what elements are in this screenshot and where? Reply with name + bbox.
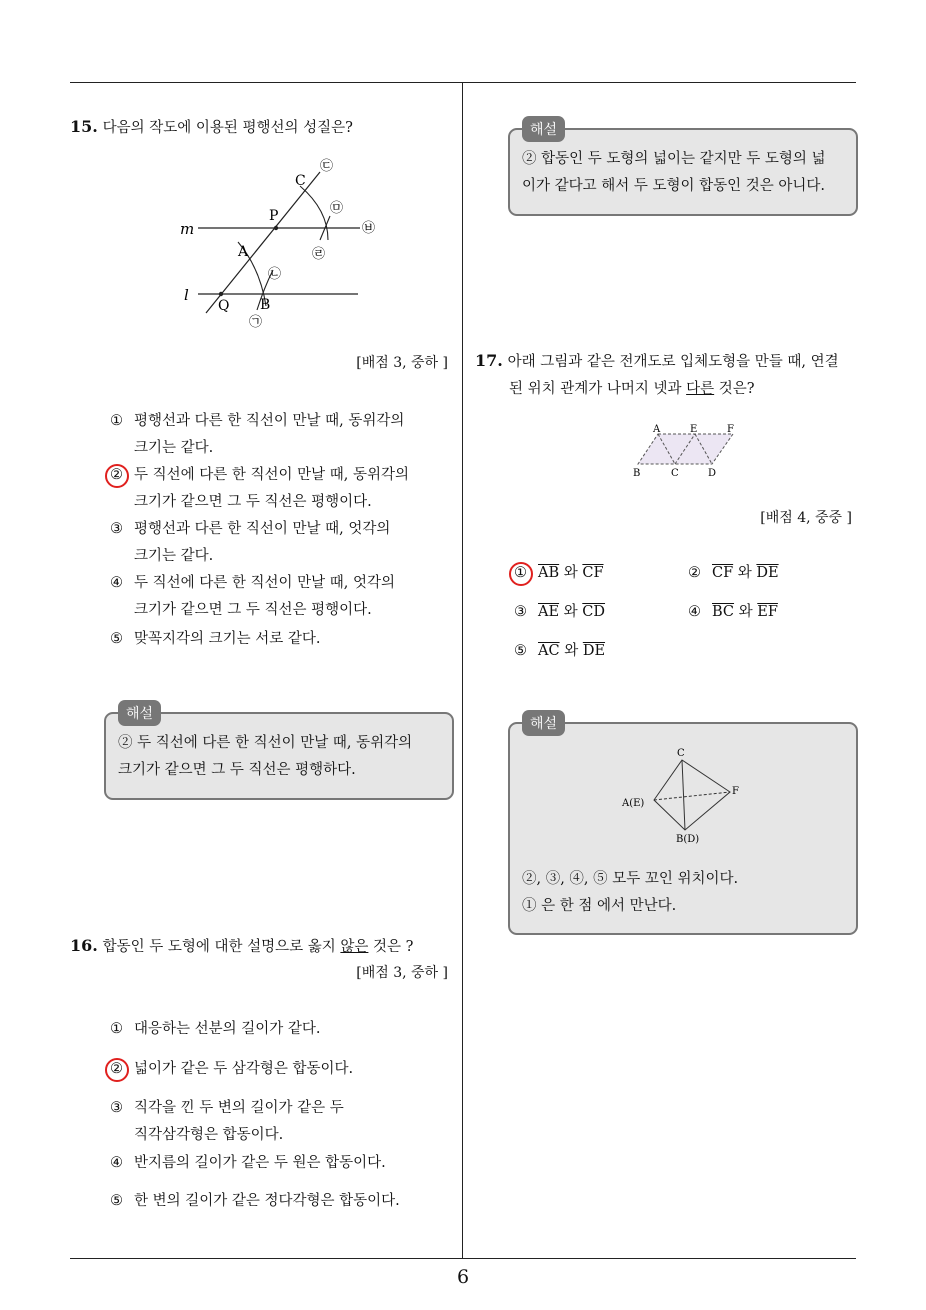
label-k6: ㉥ (362, 221, 376, 236)
explanation-tag: 해설 (118, 700, 161, 726)
choice-line1: 두 직선에 다른 한 직선이 만날 때, 엇각의 (134, 575, 395, 591)
label-c: C (295, 173, 306, 189)
label-q: Q (218, 298, 230, 314)
solid-outline (654, 760, 730, 830)
choice-line1: 반지름의 길이가 같은 두 원은 합동이다. (134, 1155, 386, 1171)
net-label-d: D (708, 468, 717, 479)
choice-line1: 평행선과 다른 한 직선이 만날 때, 엇각의 (134, 521, 391, 537)
segment-1: $\overline{AC}$ (538, 643, 560, 659)
choice-marker: ① (110, 1021, 123, 1037)
label-k2: ㉡ (268, 267, 282, 282)
q17-number: 17. (475, 351, 503, 370)
explanation-text (522, 866, 846, 920)
q15-choice-5[interactable] (110, 626, 450, 653)
segment-2: $\overline{DE}$ (582, 643, 606, 659)
solid-edge-af (654, 792, 730, 800)
q16-number: 16. (70, 936, 98, 955)
choice-marker: ④ (688, 604, 701, 620)
q17-choice-1[interactable] (514, 560, 684, 587)
q17-choice-3[interactable] (514, 599, 684, 626)
segment-1: $\overline{CF}$ (712, 565, 734, 581)
explanation-text (522, 146, 846, 200)
q15-number: 15. (70, 117, 98, 136)
net-parallelogram (638, 434, 733, 464)
choice-line2: 크기는 같다. (134, 548, 214, 564)
choice-line2: 크기는 같다. (134, 440, 214, 456)
q17-question (475, 350, 860, 398)
choice-marker: ① (110, 413, 123, 429)
choice-marker: ③ (110, 521, 123, 537)
net-label-e: E (690, 424, 698, 435)
label-k3: ㉢ (320, 159, 334, 174)
choice-marker: ④ (110, 1155, 123, 1171)
label-k5: ㉤ (330, 201, 344, 216)
q17-question-line2-pre: 된 위치 관계가 나머지 넷과 (509, 381, 687, 397)
q15-score: [배점 3, 중하 ] (356, 355, 448, 371)
q16-choice-4[interactable] (110, 1150, 450, 1177)
choice-marker: ④ (110, 575, 123, 591)
explanation-line2: 이가 같다고 해서 두 도형이 합동인 것은 아니다. (522, 178, 826, 194)
solid-label-c: C (677, 748, 685, 759)
solid-label-bd: B(D) (676, 834, 700, 845)
q16-choice-3[interactable] (110, 1095, 450, 1149)
choice-marker: ② (110, 1061, 123, 1077)
explanation-tag: 해설 (522, 116, 565, 142)
bottom-rule (70, 1258, 856, 1259)
choice-marker: ⑤ (110, 1193, 123, 1209)
segment-2: $\overline{CF}$ (582, 565, 604, 581)
segment-2: $\overline{DE}$ (756, 565, 779, 581)
q15-choice-1[interactable] (110, 408, 450, 462)
q15-choice-4[interactable] (110, 570, 450, 624)
choice-line1: 평행선과 다른 한 직선이 만날 때, 동위각의 (134, 413, 405, 429)
q17-choice-5[interactable] (514, 638, 684, 665)
label-k1: ㉠ (249, 315, 263, 330)
segment-1: $\overline{AE}$ (538, 604, 560, 620)
top-rule (70, 82, 856, 83)
explanation-tag: 해설 (522, 710, 565, 736)
q16-question-post: 것은 ? (368, 939, 414, 955)
q17-explanation-box (508, 716, 858, 935)
conjunction: 와 (564, 643, 579, 659)
q16-choice-1[interactable] (110, 1016, 450, 1043)
label-m: m (180, 220, 195, 238)
choice-marker: ② (688, 565, 701, 581)
net-label-a: A (653, 424, 661, 435)
q17-net-figure (625, 422, 745, 482)
solid-label-ae: A(E) (622, 798, 645, 809)
explanation-line2: ① 은 한 점 에서 만난다. (522, 898, 677, 914)
choice-line2: 크기가 같으면 그 두 직선은 평행이다. (134, 494, 372, 510)
q16-question (70, 935, 413, 956)
choice-line2: 직각삼각형은 합동이다. (134, 1127, 284, 1143)
q15-question-text: 다음의 작도에 이용된 평행선의 성질은? (102, 120, 353, 136)
solid-edge-cb (682, 760, 685, 830)
explanation-line1: ② 합동인 두 도형의 넓이는 같지만 두 도형의 넓 (522, 151, 826, 167)
conjunction: 와 (737, 565, 752, 581)
q17-question-emphasis: 다른 (686, 381, 715, 397)
net-label-f: F (727, 424, 734, 435)
q15-explanation-box (104, 706, 454, 800)
page-number: 6 (456, 1266, 470, 1288)
label-a: A (238, 244, 249, 260)
choice-line1: 맞꼭지각의 크기는 서로 같다. (134, 631, 321, 647)
column-divider (462, 83, 463, 1258)
solid-label-f: F (732, 786, 739, 797)
choice-marker: ⑤ (514, 643, 527, 659)
choice-marker: ① (514, 565, 527, 581)
label-k4: ㉣ (312, 247, 326, 262)
label-l: l (184, 286, 189, 304)
q15-construction-figure (170, 150, 410, 335)
q17-solid-figure (620, 746, 750, 846)
q17-choice-4[interactable] (688, 599, 858, 626)
net-label-b: B (633, 468, 641, 479)
choice-marker: ⑤ (110, 631, 123, 647)
segment-2: $\overline{EF}$ (757, 604, 778, 620)
net-label-c: C (671, 468, 679, 479)
q17-choice-2[interactable] (688, 560, 858, 587)
q17-score: [배점 4, 중중 ] (760, 510, 852, 526)
q16-question-pre: 합동인 두 도형에 대한 설명으로 옳지 (102, 939, 341, 955)
choice-line1: 두 직선에 다른 한 직선이 만날 때, 동위각의 (134, 467, 409, 483)
choice-marker: ③ (514, 604, 527, 620)
explanation-line2: 크기가 같으면 그 두 직선은 평행하다. (118, 762, 356, 778)
q16-choice-2[interactable] (110, 1056, 450, 1083)
label-p: P (269, 208, 279, 224)
choice-line2: 크기가 같으면 그 두 직선은 평행이다. (134, 602, 372, 618)
point-q (219, 292, 223, 296)
q15-choice-2[interactable] (110, 462, 450, 516)
q16-score: [배점 3, 중하 ] (356, 965, 448, 981)
q16-question-emphasis: 않은 (340, 939, 369, 955)
choice-line1: 대응하는 선분의 길이가 같다. (134, 1021, 321, 1037)
choice-line1: 한 변의 길이가 같은 정다각형은 합동이다. (134, 1193, 400, 1209)
conjunction: 와 (563, 565, 578, 581)
choice-marker: ② (110, 467, 123, 483)
segment-1: $\overline{BC}$ (712, 604, 735, 620)
segment-1: $\overline{AB}$ (538, 565, 560, 581)
q17-question-line2-post: 것은? (714, 381, 755, 397)
q16-choice-5[interactable] (110, 1188, 450, 1215)
point-p (274, 226, 278, 230)
q16-explanation-box (508, 122, 858, 216)
label-b: B (260, 297, 271, 313)
q17-question-line1: 아래 그림과 같은 전개도로 입체도형을 만들 때, 연결 (507, 354, 839, 370)
choice-marker: ③ (110, 1100, 123, 1116)
conjunction: 와 (563, 604, 578, 620)
explanation-text (118, 730, 442, 784)
segment-2: $\overline{CD}$ (582, 604, 606, 620)
q15-choice-3[interactable] (110, 516, 450, 570)
q15-question (70, 116, 353, 137)
conjunction: 와 (738, 604, 753, 620)
explanation-line1: ②, ③, ④, ⑤ 모두 꼬인 위치이다. (522, 871, 739, 887)
explanation-line1: ② 두 직선에 다른 한 직선이 만날 때, 동위각의 (118, 735, 413, 751)
choice-line1: 직각을 낀 두 변의 길이가 같은 두 (134, 1100, 344, 1116)
choice-line1: 넓이가 같은 두 삼각형은 합동이다. (134, 1061, 354, 1077)
